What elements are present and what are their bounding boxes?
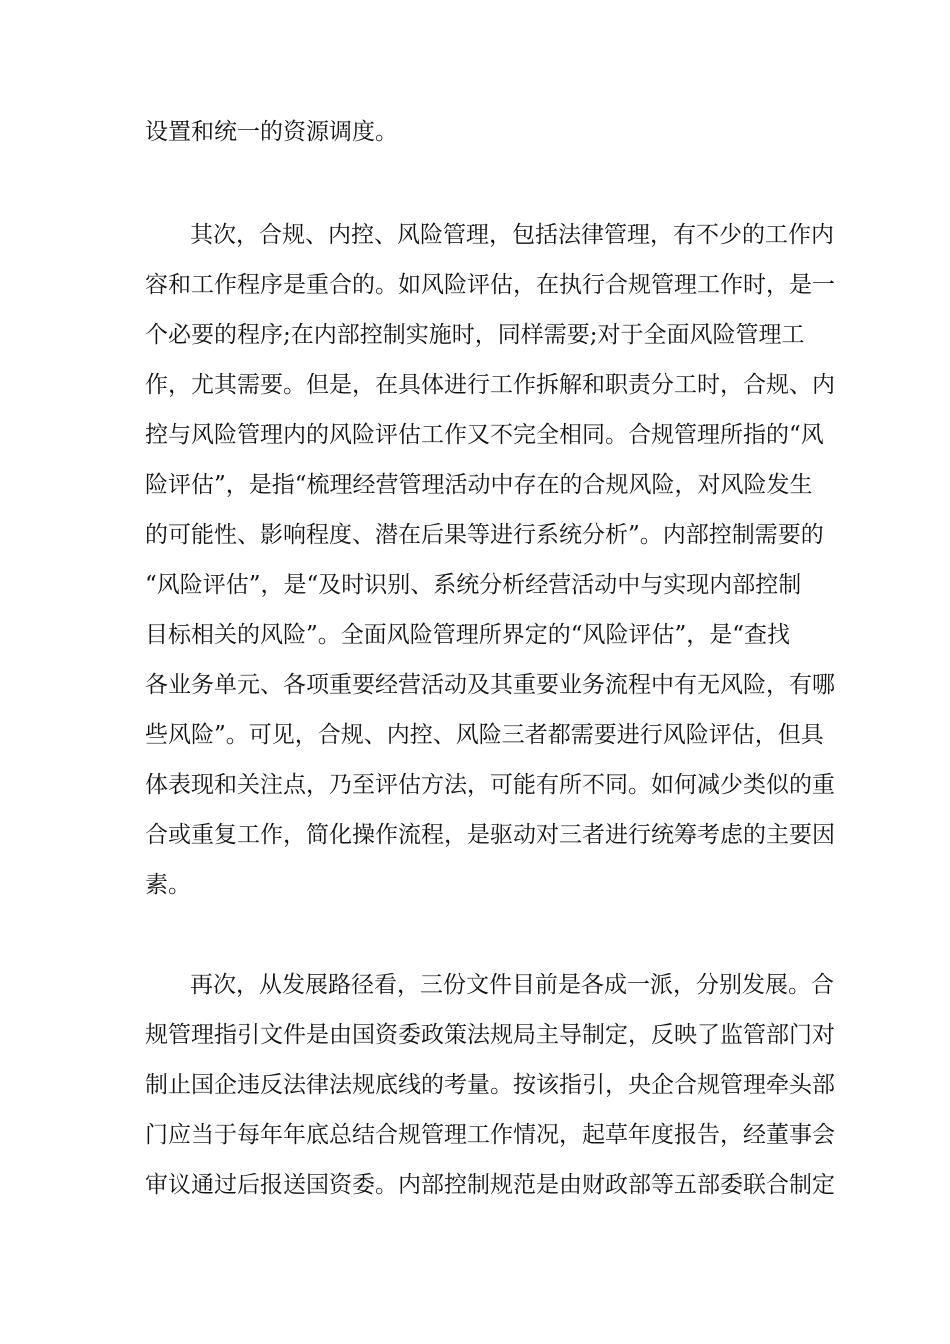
paragraph-3-line-5: 审议通过后报送国资委。内部控制规范是由财政部等五部委联合制定 [145,1172,835,1198]
paragraph-2-line-2: 容和工作程序是重合的。如风险评估，在执行合规管理工作时，是一 [145,272,835,298]
paragraph-3-line-2: 规管理指引文件是由国资委政策法规局主导制定，反映了监管部门对 [145,1022,835,1048]
paragraph-2-line-1: 其次，合规、内控、风险管理，包括法律管理，有不少的工作内 [190,222,834,248]
paragraph-2-line-6: 险评估”，是指“梳理经营管理活动中存在的合规风险，对风险发生 [145,472,813,498]
paragraph-2-line-11: 些风险”。可见，合规、内控、风险三者都需要进行风险评估，但具 [145,722,824,748]
paragraph-2-line-9: 目标相关的风险”。全面风险管理所界定的“风险评估”，是“查找 [145,622,791,648]
paragraph-3-line-3: 制止国企违反法律法规底线的考量。按该指引，央企合规管理牵头部 [145,1072,835,1098]
paragraph-3-line-4: 门应当于每年年底总结合规管理工作情况，起草年度报告，经董事会 [145,1122,835,1148]
paragraph-2-line-5: 控与风险管理内的风险评估工作又不完全相同。合规管理所指的“风 [145,422,824,448]
paragraph-2-line-8: “风险评估”，是“及时识别、系统分析经营活动中与实现内部控制 [145,572,802,598]
paragraph-2-line-10: 各业务单元、各项重要经营活动及其重要业务流程中有无风险，有哪 [145,672,835,698]
paragraph-2-line-7: 的可能性、影响程度、潜在后果等进行系统分析”。内部控制需要的 [145,522,824,548]
paragraph-2-line-4: 作，尤其需要。但是，在具体进行工作拆解和职责分工时，合规、内 [145,372,835,398]
paragraph-2-line-14: 素。 [145,872,191,898]
paragraph-2-line-12: 体表现和关注点，乃至评估方法，可能有所不同。如何减少类似的重 [145,772,835,798]
paragraph-3-line-1: 再次，从发展路径看，三份文件目前是各成一派，分别发展。合 [190,972,834,998]
paragraph-2-line-3: 个必要的程序;在内部控制实施时，同样需要;对于全面风险管理工 [145,322,805,348]
paragraph-2-line-13: 合或重复工作，简化操作流程，是驱动对三者进行统筹考虑的主要因 [145,822,835,848]
paragraph-1-line-1: 设置和统一的资源调度。 [145,119,398,145]
